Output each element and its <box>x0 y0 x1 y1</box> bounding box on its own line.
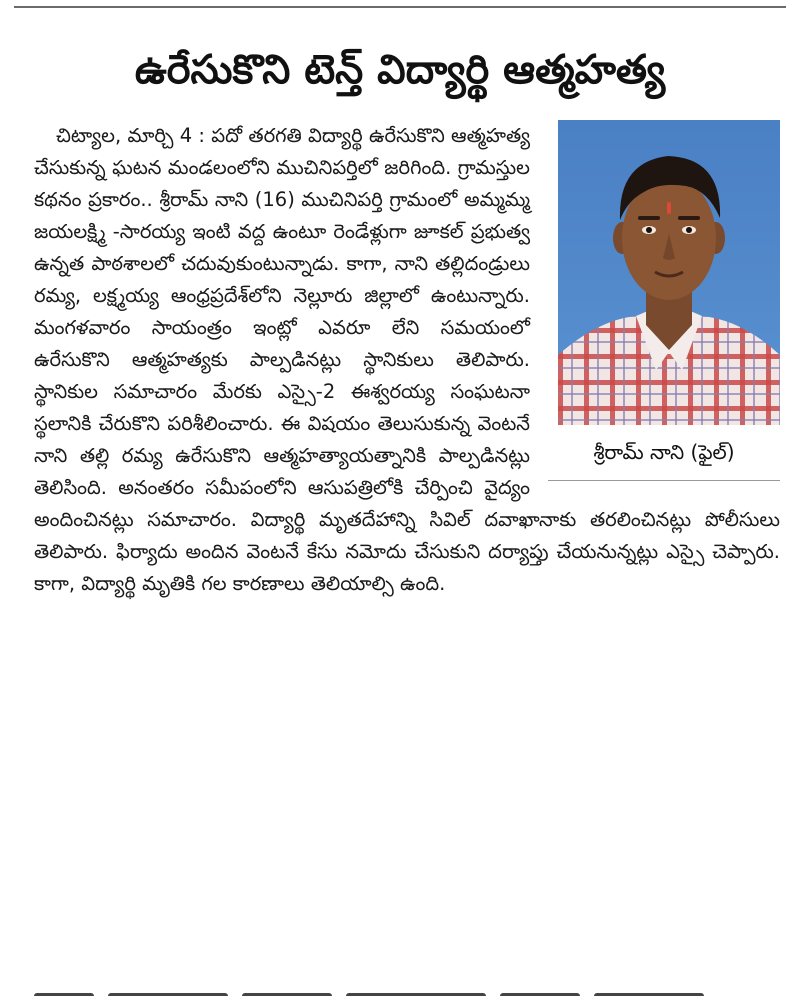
headline: ఉరేసుకొని టెన్త్ విద్యార్థి ఆత్మహత్య <box>134 47 666 93</box>
caption-rule <box>548 480 780 481</box>
next-line-cut-off <box>34 984 774 996</box>
student-photo <box>558 120 780 425</box>
top-rule <box>14 6 786 8</box>
article-paragraph: చిట్యాల, మార్చి 4 : పదో తరగతి విద్యార్థి ఉరేసుకొని ఆత్మహత్య చేసుకున్న ఘటన మండలంలోని ముచినిపర్తిలో జరిగింది. గ్రామస్తుల కథనం ప్రకారం.. శ్రీరామ్ నాని (16) ముచినిపర్తి గ్రామంలో అమ్మమ్మ జయలక్ష్మి -సారయ్య ఇంటి వద్ద ఉంటూ రెండేళ్లుగా జూకల్ ప్రభుత్వ ఉన్నత పాఠశాలలో చదువుకుంటున్నాడు. కాగా, నాని తల్లిదండ్రులు రమ్య, లక్ష్మయ్య ఆంధ్రప్రదేశ్‌లోని నెల్లూరు జిల్లాలో ఉంటున్నారు. మంగళవారం సాయంత్రం ఇంట్లో ఎవరూ లేని సమయంలో ఉరేసుకొని ఆత్మహత్యకు పాల్పడినట్లు స్థానికులు తెలిపారు. స్థానికుల సమాచారం మేరకు ఎస్సై-2 ఈశ్వరయ్య సంఘటనా స్థలానికి చేరుకొని పరిశీలించారు. ఈ విషయం తెలుసుకున్న వెంటనే నాని తల్లి రమ్య ఉరేసుకొని ఆత్మహత్యాయత్నానికి పాల్పడినట్లు తెలిసింది. అనంతరం సమీపంలోని ఆసుపత్రిలోకి చేర్పించి వైద్యం అందించినట్లు సమాచారం. విద్యార్థి మృతదేహాన్ని సివిల్ దవాఖానాకు తరలించినట్లు పోలీసులు తెలిపారు. ఫిర్యాదు అందిన వెంటనే కేసు నమోదు చేసుకుని దర్యాప్తు చేయనున్నట్లు ఎస్సై చెప్పారు. కాగా, విద్యార్థి మృతికి గల కారణాలు తెలియాల్సి ఉంది. <box>34 124 780 595</box>
photo-block <box>548 120 780 490</box>
photo-caption: శ్రీరామ్ నాని (ఫైల్) <box>593 440 735 464</box>
article-body <box>34 120 780 600</box>
